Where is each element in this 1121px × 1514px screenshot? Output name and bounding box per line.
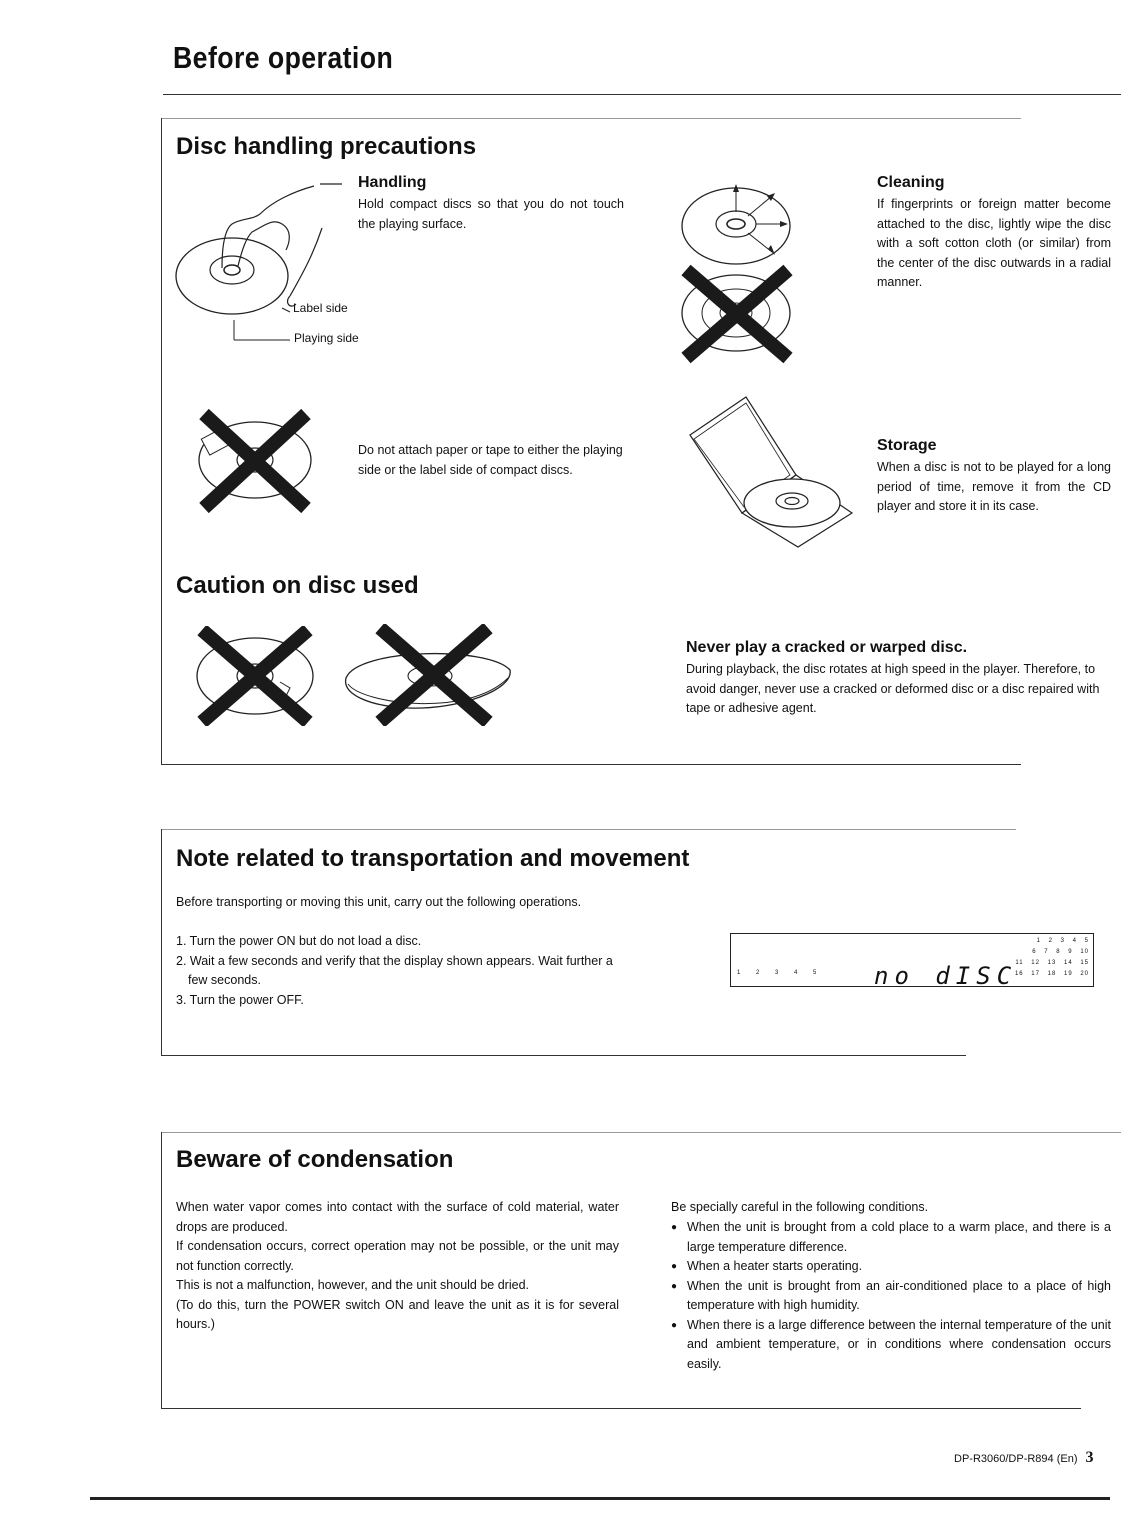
disc-handling-heading: Disc handling precautions: [176, 133, 477, 160]
cleaning-title: Cleaning: [877, 174, 945, 191]
condensation-bullet: ● When a heater starts operating.: [671, 1257, 1111, 1277]
page-title: Before operation: [173, 40, 394, 75]
bottom-scan-rule: [90, 1497, 1110, 1500]
transport-left-rule: [161, 829, 162, 1055]
page-footer: [954, 1449, 1094, 1467]
transport-step: 1. Turn the power ON but do not load a disc.: [176, 934, 422, 948]
display-track-numbers: 1 2 3 4 5: [737, 970, 817, 976]
cleaning-illustration: [676, 178, 806, 368]
display-grid-row: 11 12 13 14 15: [1015, 960, 1089, 966]
cracked-disc-illustration: [190, 626, 320, 726]
tape-note: Do not attach paper or tape to either the playing side or the label side of compact discs.: [358, 443, 623, 477]
condensation-bullet: ● When the unit is brought from an air-conditioned place to a place of high temperature with high humidity.: [671, 1277, 1111, 1316]
storage-text: When a disc is not to be played for a long period of time, remove it from the CD player and store it in its case.: [877, 460, 1111, 513]
transport-intro: Before transporting or moving this unit, carry out the following operations.: [176, 895, 582, 909]
display-no-disc-text: no dISC: [874, 962, 1018, 990]
display-panel: [730, 933, 1094, 990]
handling-illustration: [172, 178, 362, 353]
condensation-bullet: ● When there is a large difference between the internal temperature of the unit and ambient temperature, or in conditions where condensation occurs easily.: [671, 1316, 1111, 1375]
page-number: 3: [1085, 1449, 1094, 1466]
caution-heading: Caution on disc used: [176, 572, 419, 599]
condensation-left-rule: [161, 1132, 162, 1408]
transport-heading: Note related to transportation and movement: [176, 845, 690, 872]
handling-text: Hold compact discs so that you do not touch the playing surface.: [358, 197, 624, 231]
section-bottom-rule: [161, 764, 1021, 765]
model-number: DP-R3060/DP-R894 (En): [954, 1453, 1078, 1465]
caution-title: Never play a cracked or warped disc.: [686, 639, 968, 656]
display-track-grid: [1015, 936, 1089, 980]
condensation-paragraph: If condensation occurs, correct operation may not be possible, or the unit may not function correctly.: [176, 1239, 619, 1273]
condensation-left-text: [176, 1198, 619, 1335]
cleaning-text: If fingerprints or foreign matter become attached to the disc, lightly wipe the disc with a soft cotton cloth (or similar) from the center of the disc outwards in a radial manner.: [877, 197, 1111, 289]
transport-step: 3. Turn the power OFF.: [176, 992, 304, 1007]
section-left-rule: [161, 118, 162, 764]
display-grid-row: 16 17 18 19 20: [1014, 971, 1089, 977]
condensation-bottom-rule: [161, 1408, 1081, 1409]
condensation-paragraph: This is not a malfunction, however, and the unit should be dried.: [176, 1278, 529, 1292]
handling-title: Handling: [358, 174, 427, 191]
tape-prohibited-illustration: [190, 408, 320, 514]
condensation-right-intro: Be specially careful in the following conditions.: [671, 1200, 929, 1214]
playing-side-caption: Playing side: [294, 331, 359, 345]
section-top-rule: [161, 118, 1021, 119]
transport-bottom-rule: [161, 1055, 966, 1056]
condensation-paragraph: (To do this, turn the POWER switch ON and leave the unit as it is for several hours.): [176, 1297, 619, 1331]
title-rule: [163, 94, 1121, 95]
condensation-bullet: ● When the unit is brought from a cold place to a warm place, and there is a large temperature difference.: [671, 1218, 1111, 1257]
transport-top-rule: [161, 829, 1016, 830]
storage-title: Storage: [877, 437, 937, 454]
transport-steps: [176, 932, 618, 1010]
condensation-top-rule: [161, 1132, 1121, 1133]
condensation-bullets: [671, 1218, 1111, 1374]
warped-disc-illustration: [338, 624, 518, 726]
caution-text: During playback, the disc rotates at high speed in the player. Therefore, to avoid danger, never use a cracked or deformed disc or a disc repaired with tape or adhesive agent.: [686, 662, 1100, 715]
transport-step: 2. Wait a few seconds and verify that the display shown appears. Wait further a few seconds.: [176, 953, 613, 987]
condensation-paragraph: When water vapor comes into contact with the surface of cold material, water drops are produced.: [176, 1200, 619, 1234]
display-grid-row: 6 7 8 9 10: [1032, 949, 1089, 955]
label-side-caption: Label side: [293, 301, 348, 315]
storage-illustration: [686, 395, 856, 550]
display-grid-row: 1 2 3 4 5: [1036, 938, 1089, 944]
condensation-heading: Beware of condensation: [176, 1146, 454, 1173]
